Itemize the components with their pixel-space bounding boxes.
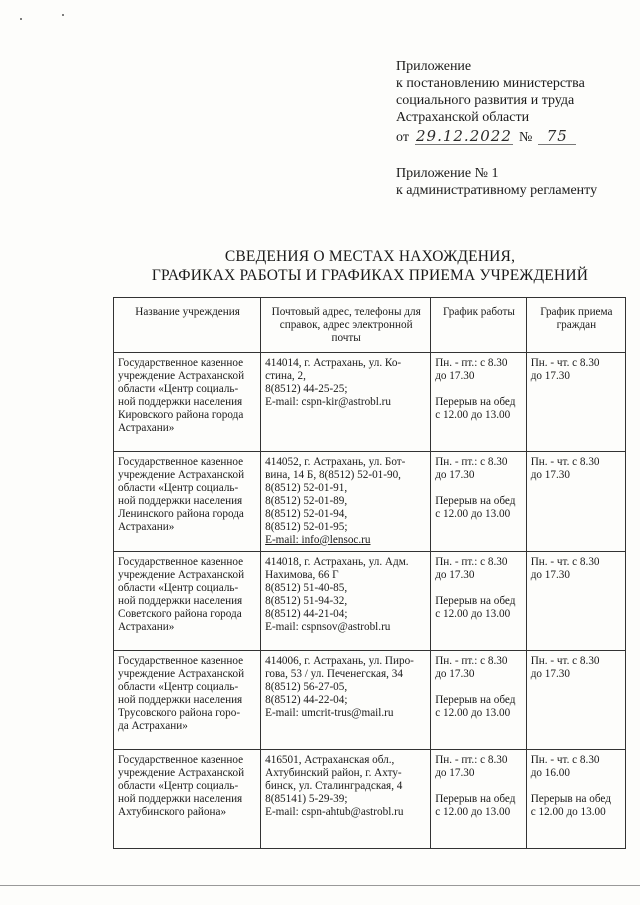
cell-address (261, 353, 431, 452)
cell-line: с 12.00 до 13.00 (435, 508, 511, 520)
cell-work-schedule (431, 353, 527, 452)
cell-line: Перерыв на обед (435, 793, 516, 805)
cell-line: Ахтубинский район, г. Ахту- (265, 767, 402, 779)
resolution-number: 75 (538, 129, 576, 145)
table-row (114, 452, 626, 552)
table-row (114, 750, 626, 849)
cell-line: 8(85141) 5-29-39; (265, 793, 348, 805)
cell-line: Перерыв на обед (530, 793, 611, 805)
cell-line: Ахтубинского района» (118, 806, 227, 818)
cell-line: 414018, г. Астрахань, ул. Адм. (265, 556, 409, 568)
cell-line: учреждение Астраханской (118, 569, 245, 581)
page-bottom-edge (0, 885, 640, 886)
cell-line: Пн. - чт. с 8.30 (530, 556, 600, 568)
appendix-title: Приложение № 1 (396, 166, 499, 181)
line-gap (435, 681, 523, 694)
header-date-row (396, 129, 626, 146)
column-header-work-schedule: График работы (431, 298, 527, 353)
cell-line: ной поддержки населения (118, 793, 243, 805)
cell-line: ной поддержки населения (118, 694, 243, 706)
line-gap (435, 482, 523, 495)
cell-line: до 17.30 (435, 668, 475, 680)
cell-line: Советского района города (118, 608, 242, 620)
cell-line: Государственное казенное (118, 655, 244, 667)
line-gap (531, 780, 622, 793)
cell-line: 8(8512) 52-01-89, (265, 495, 348, 507)
cell-line: E-mail: cspn-kir@astrobl.ru (265, 396, 392, 408)
cell-line: ной поддержки населения (118, 595, 243, 607)
column-header-name: Название учреждения (114, 298, 261, 353)
header-line-1: к постановлению министерства (396, 76, 585, 91)
cell-line: Пн. - чт. с 8.30 (530, 655, 600, 667)
cell-line: 8(8512) 44-21-04; (265, 608, 348, 620)
cell-line: да Астрахани» (118, 720, 188, 732)
cell-line: Перерыв на обед (435, 396, 516, 408)
cell-line: 414052, г. Астрахань, ул. Бот- (265, 456, 406, 468)
cell-reception-schedule (526, 750, 625, 849)
header-title: Приложение (396, 59, 472, 74)
header-line-3: Астраханской области (396, 110, 530, 125)
cell-line: Астрахани» (118, 621, 175, 633)
document-title (110, 247, 630, 285)
cell-line: Кировского района города (118, 409, 244, 421)
cell-line: 8(8512) 52-01-94, (265, 508, 348, 520)
cell-line: ной поддержки населения (118, 396, 243, 408)
cell-line: Пн. - чт. с 8.30 (530, 456, 600, 468)
document-title-line-2: ГРАФИКАХ РАБОТЫ И ГРАФИКАХ ПРИЕМА УЧРЕЖДЕНИЙ (151, 267, 589, 284)
table-header-row (114, 298, 626, 353)
cell-name (114, 552, 261, 651)
cell-line: области «Центр социаль- (118, 582, 239, 594)
cell-name (114, 750, 261, 849)
cell-line: Государственное казенное (118, 456, 244, 468)
cell-line: Пн. - пт.: с 8.30 (435, 357, 508, 369)
cell-line: 416501, Астраханская обл., (265, 754, 395, 766)
cell-line: Трусовского района горо- (118, 707, 241, 719)
table-row (114, 552, 626, 651)
cell-line: гова, 53 / ул. Печенегская, 34 (265, 668, 403, 680)
cell-reception-schedule (526, 651, 625, 750)
cell-line: 8(8512) 51-94-32, (265, 595, 348, 607)
cell-line: до 17.30 (530, 370, 570, 382)
table-row (114, 651, 626, 750)
cell-line: учреждение Астраханской (118, 767, 245, 779)
cell-line: Пн. - чт. с 8.30 (530, 754, 600, 766)
table-row (114, 353, 626, 452)
cell-reception-schedule (526, 353, 625, 452)
line-gap (435, 780, 523, 793)
cell-address (261, 651, 431, 750)
cell-line: учреждение Астраханской (118, 469, 245, 481)
cell-line: до 17.30 (530, 668, 570, 680)
cell-work-schedule (431, 750, 527, 849)
cell-line: до 17.30 (435, 370, 475, 382)
cell-line: 8(8512) 44-25-25; (265, 383, 348, 395)
cell-line: E-mail: umcrit-trus@mail.ru (265, 707, 394, 719)
document-title-line-1: СВЕДЕНИЯ О МЕСТАХ НАХОЖДЕНИЯ, (224, 248, 516, 265)
cell-line: Перерыв на обед (435, 595, 516, 607)
cell-name (114, 651, 261, 750)
cell-line: Пн. - пт.: с 8.30 (435, 456, 508, 468)
cell-line: Перерыв на обед (435, 694, 516, 706)
cell-line: области «Центр социаль- (118, 780, 239, 792)
cell-line: Государственное казенное (118, 754, 244, 766)
cell-line: бинск, ул. Сталинградская, 4 (265, 780, 403, 792)
cell-line: Астрахани» (118, 422, 175, 434)
cell-line: учреждение Астраханской (118, 668, 245, 680)
cell-work-schedule (431, 452, 527, 552)
cell-line: до 17.30 (435, 469, 475, 481)
cell-line: Нахимова, 66 Г (265, 569, 339, 581)
cell-line: Пн. - пт.: с 8.30 (435, 556, 508, 568)
from-label: от (396, 130, 409, 145)
cell-line: с 12.00 до 13.00 (530, 806, 606, 818)
institutions-table (113, 297, 626, 849)
line-gap (435, 582, 523, 595)
cell-line: с 12.00 до 13.00 (435, 806, 511, 818)
cell-line: области «Центр социаль- (118, 482, 239, 494)
cell-line: стина, 2, (265, 370, 306, 382)
cell-line: Астрахани» (118, 521, 175, 533)
cell-line: области «Центр социаль- (118, 681, 239, 693)
cell-line: с 12.00 до 13.00 (435, 409, 511, 421)
column-header-reception-schedule: График приема граждан (526, 298, 625, 353)
cell-line: учреждение Астраханской (118, 370, 245, 382)
cell-work-schedule (431, 552, 527, 651)
cell-line: с 12.00 до 13.00 (435, 608, 511, 620)
cell-address (261, 452, 431, 552)
cell-work-schedule (431, 651, 527, 750)
cell-line: 8(8512) 51-40-85, (265, 582, 348, 594)
cell-line: 8(8512) 44-22-04; (265, 694, 348, 706)
cell-address (261, 750, 431, 849)
cell-name (114, 452, 261, 552)
cell-line: области «Центр социаль- (118, 383, 239, 395)
cell-line: до 17.30 (530, 569, 570, 581)
cell-line: 414014, г. Астрахань, ул. Ко- (265, 357, 402, 369)
cell-line: Государственное казенное (118, 556, 244, 568)
cell-line: 8(8512) 52-01-95; (265, 521, 348, 533)
resolution-date: 29.12.2022 (415, 127, 512, 145)
cell-line: Пн. - пт.: с 8.30 (435, 754, 508, 766)
header-line-2: социального развития и труда (396, 93, 575, 108)
cell-name (114, 353, 261, 452)
line-gap (435, 383, 523, 396)
cell-line: до 17.30 (435, 569, 475, 581)
cell-line: E-mail: info@lensoc.ru (265, 534, 371, 546)
cell-line: 8(8512) 52-01-91, (265, 482, 348, 494)
cell-line: вина, 14 Б, 8(8512) 52-01-90, (265, 469, 401, 481)
cell-address (261, 552, 431, 651)
cell-line: до 17.30 (530, 469, 570, 481)
resolution-header (396, 58, 626, 146)
scan-speck (20, 18, 22, 20)
cell-line: до 16.00 (530, 767, 570, 779)
scan-speck (62, 14, 64, 16)
cell-line: Ленинского района города (118, 508, 244, 520)
cell-line: Пн. - пт.: с 8.30 (435, 655, 508, 667)
cell-line: ной поддержки населения (118, 495, 243, 507)
appendix-header (396, 165, 626, 199)
appendix-subtitle: к административному регламенту (396, 183, 598, 198)
column-header-address: Почтовый адрес, телефоны для справок, адрес электронной почты (261, 298, 431, 353)
cell-line: Государственное казенное (118, 357, 244, 369)
cell-line: Пн. - чт. с 8.30 (530, 357, 600, 369)
cell-line: с 12.00 до 13.00 (435, 707, 511, 719)
table-body (114, 353, 626, 849)
cell-reception-schedule (526, 452, 625, 552)
cell-line: Перерыв на обед (435, 495, 516, 507)
cell-reception-schedule (526, 552, 625, 651)
cell-line: 414006, г. Астрахань, ул. Пиро- (265, 655, 414, 667)
cell-line: до 17.30 (435, 767, 475, 779)
cell-line: 8(8512) 56-27-05, (265, 681, 348, 693)
number-label: № (518, 130, 533, 145)
cell-line: E-mail: cspn-ahtub@astrobl.ru (265, 806, 404, 818)
cell-line: E-mail: cspnsov@astrobl.ru (265, 621, 391, 633)
